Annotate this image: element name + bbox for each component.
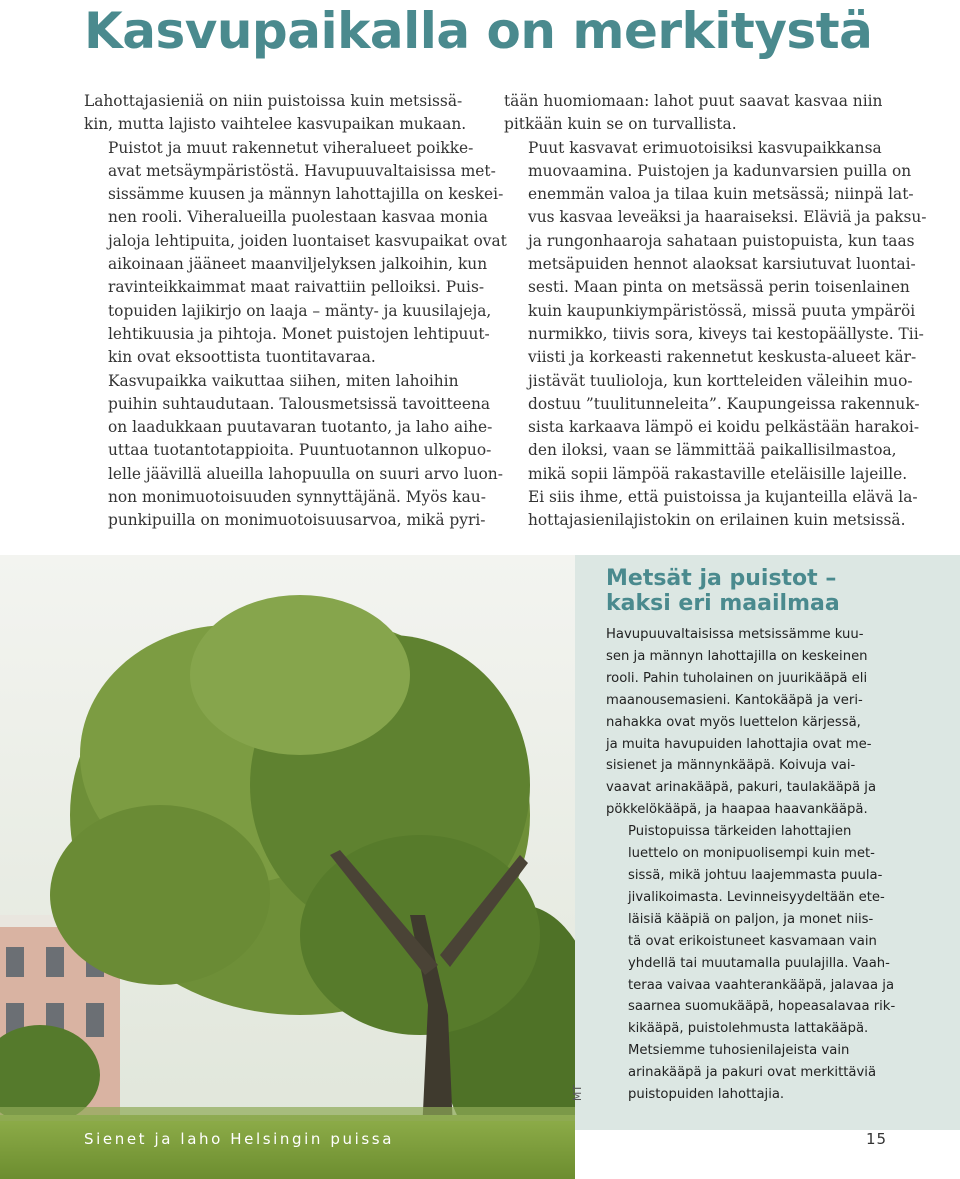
text-line: lelle jäävillä alueilla lahopuulla on suuri arvo luon- — [108, 464, 503, 483]
text-line: jivalikoimasta. Levinneisyydeltään ete- — [628, 889, 885, 905]
tree-photo — [0, 555, 575, 1179]
text-line: enemmän valoa ja tilaa kuin metsässä; niinpä lat- — [528, 185, 914, 204]
sidebar-title-line: Metsät ja puistot – — [606, 566, 837, 591]
text-line: Lahottajasieniä on niin puistoissa kuin metsissä- — [84, 92, 463, 110]
text-line: vaavat arinakääpä, pakuri, taulakääpä ja — [606, 780, 877, 796]
text-line: ravinteikkaimmat maat raivattiin pelloiksi. Puis- — [108, 278, 485, 297]
sidebar-title-line: kaksi eri maailmaa — [606, 591, 840, 616]
text-line: Havupuuvaltaisissa metsissämme kuu- — [606, 627, 864, 642]
paragraph — [606, 821, 896, 1040]
text-line: nen rooli. Viheralueilla puolestaan kasvaa monia — [108, 208, 488, 227]
text-line: tä ovat erikoistuneet kasvamaan vain — [628, 933, 877, 949]
text-line: punkipuilla on monimuotoisuusarvoa, mikä pyri- — [108, 511, 486, 530]
paragraph — [84, 90, 484, 137]
body-column-left — [84, 90, 507, 533]
text-line: Ei siis ihme, että puistoissa ja kujanteilla elävä la- — [528, 488, 918, 507]
text-line: ja rungonhaaroja sahataan puistopuista, kun taas — [528, 231, 915, 250]
text-line: nurmikko, tiivis sora, kiveys tai kestopäällyste. Tii- — [528, 324, 924, 343]
paragraph — [84, 370, 503, 533]
text-line: pökkelökääpä, ja haapaa haavankääpä. — [606, 802, 868, 818]
text-line: Puistopuissa tärkeiden lahottajien — [628, 824, 852, 840]
photo-credit: MT — [571, 1084, 584, 1102]
text-line: Puistot ja muut rakennetut viheralueet poikke- — [108, 138, 474, 157]
text-line: luettelo on monipuolisempi kuin met- — [628, 846, 875, 862]
text-line: puihin suhtaudutaan. Talousmetsissä tavoitteena — [108, 394, 491, 413]
text-line: maanousemasieni. Kantokääpä ja veri- — [606, 692, 863, 708]
text-line: sista karkaava lämpö ei koidu pelkästään harakoi- — [528, 418, 920, 437]
text-line: mikä sopii lämpöä rakastaville eteläisille lajeille. — [528, 464, 908, 483]
text-line: rooli. Pahin tuholainen on juurikääpä eli — [606, 670, 868, 686]
text-line: teraa vaivaa vaahterankääpä, jalavaa ja — [628, 977, 895, 993]
paragraph — [84, 137, 507, 370]
paragraph — [606, 1040, 896, 1106]
text-line: kin ovat eksoottista tuontitavaraa. — [108, 348, 376, 367]
paragraph — [504, 137, 927, 533]
text-line: topuiden lajikirjo on laaja – mänty- ja kuusilajeja, — [108, 301, 492, 320]
text-line: sissämme kuusen ja männyn lahottajilla on keskei- — [108, 185, 504, 204]
text-line: on laadukkaan puutavaran tuotanto, ja laho aihe- — [108, 418, 493, 437]
text-line: arinakääpä ja pakuri ovat merkittäviä — [628, 1065, 877, 1081]
text-line: sen ja männyn lahottajilla on keskeinen — [606, 648, 868, 664]
text-line: tään huomiomaan: lahot puut saavat kasvaa niin — [504, 92, 883, 110]
text-line: aikoinaan jääneet maanviljelyksen jalkoihin, kun — [108, 255, 488, 274]
text-line: Metsiemme tuhosienilajeista vain — [628, 1043, 850, 1059]
text-line: muovaamina. Puistojen ja kadunvarsien puilla on — [528, 161, 912, 180]
text-line: sesti. Maan pinta on metsässä perin toisenlainen — [528, 278, 910, 297]
sidebar-title — [606, 566, 896, 616]
text-line: non monimuotoisuuden synnyttäjänä. Myös kau- — [108, 488, 486, 507]
body-column-right — [504, 90, 927, 533]
paragraph — [606, 624, 896, 821]
text-line: sissä, mikä johtuu laajemmasta puula- — [628, 867, 883, 883]
page-title: Kasvupaikalla on merkitystä — [84, 2, 873, 60]
text-line: Puut kasvavat erimuotoisiksi kasvupaikkansa — [528, 138, 882, 157]
text-line: saarnea suomukääpä, hopeasalavaa rik- — [628, 999, 896, 1015]
text-line: jistävät tuulioloja, kun kortteleiden väleihin muo- — [528, 371, 913, 390]
text-line: yhdellä tai muutamalla puulajilla. Vaah- — [628, 955, 890, 971]
text-line: metsäpuiden hennot alaoksat karsiutuvat luontai- — [528, 255, 916, 274]
text-line: lehtikuusia ja pihtoja. Monet puistojen lehtipuut- — [108, 324, 490, 343]
text-line: nahakka ovat myös luettelon kärjessä, — [606, 714, 861, 730]
text-line: kikääpä, puistolehmusta lattakääpä. — [628, 1021, 869, 1037]
text-line: kuin kaupunkiympäristössä, missä puuta ympäröi — [528, 301, 916, 320]
text-line: läisiä kääpiä on paljon, ja monet niis- — [628, 911, 874, 927]
text-line: dostuu ”tuulitunneleita”. Kaupungeissa rakennuk- — [528, 394, 920, 413]
text-line: kin, mutta lajisto vaihtelee kasvupaikan mukaan. — [84, 115, 467, 134]
text-line: den iloksi, vaan se lämmittää paikallisilmastoa, — [528, 441, 897, 460]
text-line: vus kasvaa leveäksi ja haaraiseksi. Eläviä ja paksu- — [528, 208, 927, 227]
paragraph — [504, 90, 908, 137]
sidebar-text — [606, 624, 896, 1106]
text-line: avat metsäympäristöstä. Havupuuvaltaisissa met- — [108, 161, 496, 180]
page-number: 15 — [866, 1130, 888, 1148]
text-line: Kasvupaikka vaikuttaa siihen, miten lahoihin — [108, 371, 459, 390]
text-line: hottajasienilajistokin on erilainen kuin metsissä. — [528, 511, 906, 530]
text-line: puistopuiden lahottajia. — [628, 1087, 785, 1103]
running-title: Sienet ja laho Helsingin puissa — [84, 1130, 394, 1148]
text-line: viisti ja korkeasti rakennetut keskusta-alueet kär- — [528, 348, 917, 367]
text-line: pitkään kuin se on turvallista. — [504, 115, 737, 134]
text-line: sisienet ja männynkääpä. Koivuja vai- — [606, 758, 856, 774]
text-line: uttaa tuotantotappioita. Puuntuotannon ulkopuo- — [108, 441, 492, 460]
text-line: ja muita havupuiden lahottajia ovat me- — [606, 736, 872, 752]
text-line: jaloja lehtipuita, joiden luontaiset kasvupaikat ovat — [108, 231, 507, 250]
